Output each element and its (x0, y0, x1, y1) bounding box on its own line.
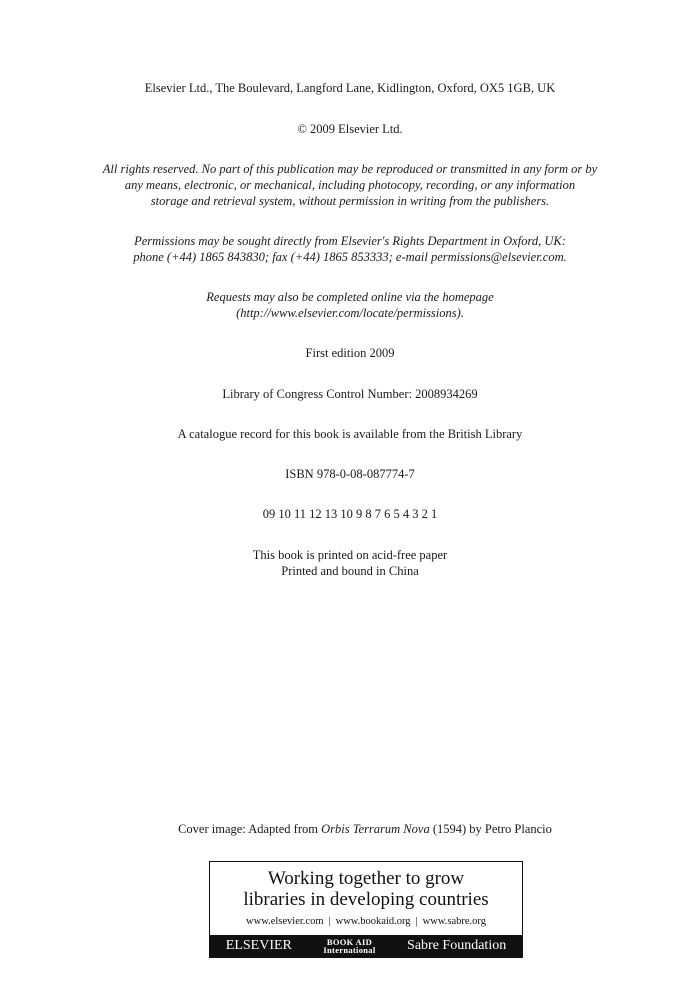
copyright-notice: © 2009 Elsevier Ltd. (297, 122, 403, 136)
rights-line-2: any means, electronic, or mechanical, including photocopy, recording, or any information (124, 178, 576, 192)
book-aid-logo-box (209, 861, 523, 958)
requests-line-2: (http://www.elsevier.com/locate/permissions). (236, 306, 464, 320)
logo-box-links (210, 916, 522, 927)
logo-box-headline (210, 868, 522, 910)
bookaid-logo-line-2: International (323, 945, 376, 955)
elsevier-logo: ELSEVIER (225, 938, 292, 953)
cover-credit-prefix: Cover image: Adapted from (178, 822, 318, 836)
headline-line-2: libraries in developing countries (243, 889, 489, 910)
link-bookaid[interactable]: www.bookaid.org (335, 916, 411, 927)
rights-line-1: All rights reserved. No part of this publication may be reproduced or transmitted in any form or by (102, 162, 598, 176)
printing-numbers: 09 10 11 12 13 10 9 8 7 6 5 4 3 2 1 (262, 507, 438, 521)
paper-note: This book is printed on acid-free paper (252, 548, 448, 562)
catalogue-record: A catalogue record for this book is available from the British Library (177, 427, 523, 441)
sponsor-bar (210, 935, 522, 957)
permissions-line-2: phone (+44) 1865 843830; fax (+44) 1865 853333; e-mail permissions@elsevier.com. (133, 250, 567, 264)
divider: | (415, 916, 418, 927)
bookaid-logo-line-1: BOOK AID (326, 937, 373, 947)
edition: First edition 2009 (305, 346, 395, 360)
permissions-line-1: Permissions may be sought directly from Elsevier's Rights Department in Oxford, UK: (134, 234, 566, 248)
link-sabre[interactable]: www.sabre.org (422, 916, 486, 927)
headline-line-1: Working together to grow (267, 868, 465, 889)
requests-line-1: Requests may also be completed online via the homepage (206, 290, 494, 304)
isbn: ISBN 978-0-08-087774-7 (285, 467, 415, 481)
cover-credit-title: Orbis Terrarum Nova (321, 822, 430, 836)
sabre-logo: Sabre Foundation (407, 938, 507, 953)
bookaid-logo (323, 938, 375, 954)
lccn: Library of Congress Control Number: 2008934269 (222, 387, 478, 401)
rights-line-3: storage and retrieval system, without permission in writing from the publishers. (150, 194, 550, 208)
cover-credit (0, 822, 700, 837)
link-elsevier[interactable]: www.elsevier.com (246, 916, 324, 927)
cover-credit-suffix: (1594) by Petro Plancio (432, 822, 552, 836)
publisher-address: Elsevier Ltd., The Boulevard, Langford Lane, Kidlington, Oxford, OX5 1GB, UK (144, 81, 556, 95)
divider: | (328, 916, 331, 927)
printing-location: Printed and bound in China (281, 564, 419, 578)
